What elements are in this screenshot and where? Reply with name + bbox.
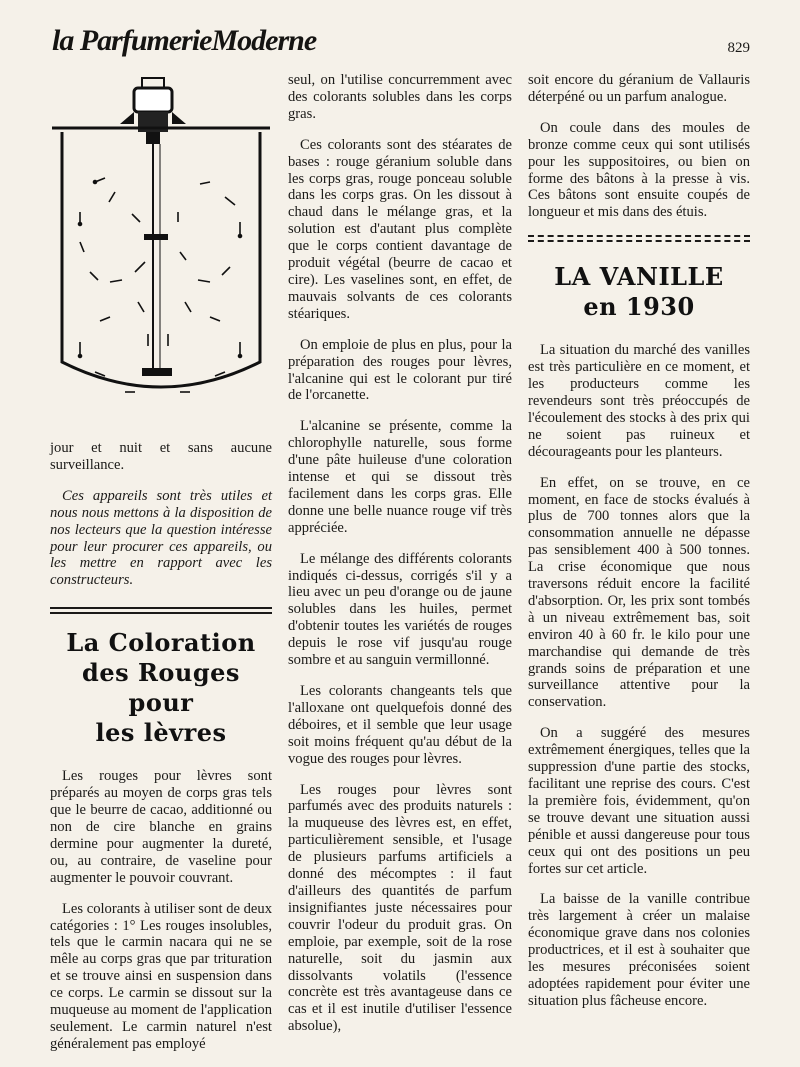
paragraph: Les colorants changeants tels que l'alloxane ont quelquefois donné des déboires, et il semble que leur usage soit moins fréquent qu'au début de la vogue des rouges pour lèvres.	[288, 683, 512, 767]
paragraph: Le mélange des différents colorants indiqués ci-dessus, corrigés s'il y a lieu avec un peu d'orange ou de jaune solubles dans les huiles, permet d'obtenir toutes les variétés de rouges depuis le rose vif jusqu'au rouge sombre et au sanguin vermillonné.	[288, 550, 512, 669]
masthead-logo: la ParfumerieModerne	[52, 24, 317, 57]
paragraph: L'alcanine se présente, comme la chlorophylle naturelle, sous forme d'une pâte huileuse d'une coloration intense et qui se dissout très facilement dans les corps gras. Elle donne une belle nuance rouge vif très appréciée.	[288, 418, 512, 536]
column-3	[528, 72, 750, 1024]
page-number: 829	[727, 40, 750, 56]
mixing-apparatus-icon	[50, 72, 272, 432]
paragraph-continued: seul, on l'utilise concurremment avec des colorants solubles dans les corps gras.	[288, 72, 512, 122]
paragraph: Ces colorants sont des stéarates de bases : rouge géranium soluble dans les corps gras, rouge ponceau soluble dans les corps gras. On les dissout à chaud dans le mélange gras, et la solution est d'autant plus complète que le corps contient davantage de produit végétal (beurre de cacao et cire). Les vaselines sont, en effet, de mauvais solvants de ces colorants stéariques.	[288, 136, 512, 322]
headline-line-2: en 1930	[583, 292, 695, 322]
paragraph: La baisse de la vanille contribue très largement à créer un malaise économique grave dans nos colonies productrices, et il est à souhaiter que les mesures préconisées soient adoptées rapidement pour éviter une situation plus fâcheuse encore.	[528, 891, 750, 1009]
paragraph: En effet, on se trouve, en ce moment, en face de stocks évalués à plus de 700 tonnes alors que la consommation annuelle ne dépasse pas sensiblement 400 à 500 tonnes. La crise économique que nous traversons réduit encore la facilité d'absorption. Or, les prix sont tombés à un niveau extrêmement bas, soit environ 40 à 60 fr. le kilo pour une marchandise qui demande de très grands soins de préparation et une surveillance attentive pour la conservation.	[528, 474, 750, 711]
column-1	[50, 72, 272, 1067]
column-2	[288, 72, 512, 1049]
paragraph: On a suggéré des mesures extrêmement énergiques, telles que la suppression d'une partie des stocks, facilitant une reprise des cours. C'est la première fois, évidemment, qu'on se trouve devant une situation aussi pénible et aussi dangereuse pour tous ceux qui ont des positions un peu fortes sur cet article.	[528, 725, 750, 877]
mixer-figure	[50, 72, 272, 432]
paragraph-continued: jour et nuit et sans aucune surveillance.	[50, 440, 272, 473]
headline-line-1: LA VANILLE	[554, 262, 724, 292]
paragraph: Les rouges pour lèvres sont préparés au moyen de corps gras tels que le beurre de cacao, additionné ou non de cire blanche en grains dermine pour augmenter la dureté, ou, au contraire, de vaseline pour augmenter le pouvoir couvrant.	[50, 768, 272, 886]
section-divider	[50, 607, 272, 614]
paragraph: La situation du marché des vanilles est très particulière en ce moment, et les producteurs comme les revendeurs sont très préoccupés de l'écoulement des stocks à des prix qui ne soient pas ruineux et décourageants pour les planteurs.	[528, 342, 750, 460]
headline-line-3: les lèvres	[95, 718, 227, 748]
section-divider	[528, 235, 750, 242]
headline-line-2: des Rouges pour	[82, 658, 240, 718]
paragraph: On coule dans des moules de bronze comme ceux qui sont utilisés pour les suppositoires, ou bien on forme des bâtons à la presse à vis. Ces bâtons sont ensuite coupés de longueur et mis dans des étuis.	[528, 119, 750, 221]
paragraph: Les colorants à utiliser sont de deux catégories : 1° Les rouges insolubles, tels que le carmin nacara qui ne se mêle au corps gras que par trituration et se trouve ainsi en suspension dans ce corps. Le carmin se dissout sur la muqueuse au moment de l'application seulement. Le carmin naturel n'est généralement pas employé	[50, 900, 272, 1052]
paragraph: Les rouges pour lèvres sont parfumés avec des produits naturels : la muqueuse des lèvres est, en effet, particulièrement sensible, et l'usage de plusieurs parfums artificiels a donné des mécomptes : il faut d'ailleurs des quantités de parfum insignifiantes juste nécessaires pour couvrir l'odeur du produit gras. On emploie, par exemple, soit de la rose naturelle, soit du jasmin aux dissolvants volatils (l'essence concrète est très avantageuse dans ce cas et il est inutile d'utiliser l'essence absolue),	[288, 781, 512, 1035]
paragraph-continued: soit encore du géranium de Vallauris déterpéné ou un parfum analogue.	[528, 72, 750, 105]
article-headline-vanille	[528, 262, 750, 322]
headline-line-1: La Coloration	[66, 628, 256, 658]
article-headline-rouges	[50, 628, 272, 748]
editor-note: Ces appareils sont très utiles et nous nous mettons à la disposition de nos lecteurs que la question intéresse pour leur procurer ces appareils, ou les mettre en rapport avec les constructeurs.	[50, 487, 272, 589]
paragraph: On emploie de plus en plus, pour la préparation des rouges pour lèvres, l'alcanine qui est le colorant pur tiré de l'orcanette.	[288, 336, 512, 404]
